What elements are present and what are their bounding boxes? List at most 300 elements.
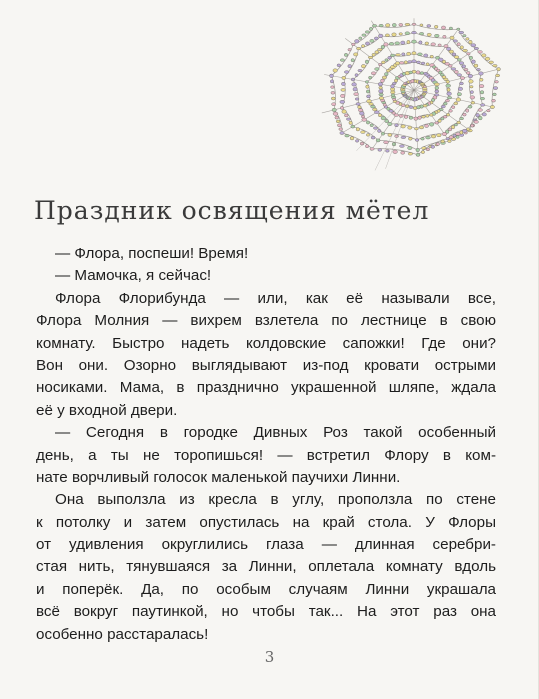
web-bead <box>469 80 474 84</box>
web-bead <box>360 112 365 115</box>
web-bead <box>332 108 336 111</box>
web-bead <box>350 137 354 140</box>
web-bead <box>365 42 369 45</box>
web-bead <box>441 118 444 120</box>
web-bead <box>493 93 497 96</box>
web-bead <box>426 136 431 139</box>
web-bead <box>429 123 434 127</box>
web-bead <box>452 53 456 56</box>
web-bead <box>482 54 486 57</box>
web-bead <box>448 140 452 143</box>
web-bead <box>400 145 405 148</box>
web-bead <box>391 94 395 97</box>
web-bead <box>468 105 472 108</box>
web-bead <box>365 31 369 33</box>
web-bead <box>391 85 395 89</box>
web-bead <box>457 121 461 124</box>
web-bead <box>421 151 424 154</box>
web-bead <box>358 69 362 71</box>
web-bead <box>463 49 468 52</box>
web-bead <box>456 136 459 139</box>
web-bead <box>470 96 475 99</box>
web-bead <box>374 111 379 114</box>
web-bead <box>454 56 459 59</box>
web-bead <box>441 26 445 29</box>
web-bead <box>362 118 367 121</box>
web-bead <box>379 86 383 89</box>
web-bead <box>359 37 362 40</box>
web-bead <box>379 24 383 27</box>
web-bead <box>435 83 440 86</box>
web-bead <box>480 97 484 100</box>
web-bead <box>366 134 369 137</box>
web-bead <box>456 133 461 136</box>
web-bead <box>385 34 389 37</box>
text-line: — Мамочка, я сейчас! <box>55 267 212 285</box>
web-bead <box>411 80 414 83</box>
web-bead <box>395 42 400 45</box>
web-bead <box>435 34 440 37</box>
web-bead <box>462 65 466 68</box>
web-bead <box>408 137 412 140</box>
web-bead <box>372 53 375 56</box>
web-bead <box>479 72 484 75</box>
web-bead <box>443 102 447 105</box>
web-bead <box>451 68 456 70</box>
web-bead <box>434 25 438 28</box>
web-bead <box>396 54 401 56</box>
web-bead <box>454 102 458 105</box>
web-bead <box>431 135 436 138</box>
text-line: к потолку и затем опустилась на край стола. У Флоры <box>36 513 496 531</box>
web-bead <box>401 151 405 154</box>
web-bead <box>386 150 390 153</box>
web-bead <box>393 150 398 154</box>
web-bead <box>427 33 431 36</box>
web-bead <box>427 25 431 28</box>
web-bead <box>474 120 478 123</box>
web-bead <box>339 128 343 131</box>
web-bead <box>378 114 381 117</box>
web-bead <box>412 31 417 34</box>
web-bead <box>378 48 383 50</box>
web-bead <box>405 32 410 35</box>
web-bead <box>331 91 335 94</box>
web-bead <box>366 121 369 124</box>
web-bead <box>454 124 457 126</box>
web-bead <box>351 59 354 62</box>
web-bead <box>416 153 420 156</box>
web-bead <box>337 64 341 67</box>
web-bead <box>447 88 450 91</box>
web-bead <box>460 77 464 80</box>
web-bead <box>376 139 380 142</box>
web-bead <box>447 92 452 95</box>
web-bead <box>392 33 396 36</box>
web-bead <box>369 27 372 30</box>
web-bead <box>492 99 496 102</box>
web-bead <box>370 124 373 127</box>
web-bead <box>457 28 460 30</box>
web-bead <box>421 138 425 141</box>
web-bead <box>401 41 405 44</box>
web-bead <box>392 82 396 85</box>
web-bead <box>408 146 412 149</box>
web-bead <box>370 148 374 151</box>
web-bead <box>402 53 405 56</box>
web-bead <box>389 42 394 45</box>
web-bead <box>356 128 360 131</box>
web-bead <box>379 63 382 66</box>
chapter-title: Праздник освящения мётел <box>34 196 430 225</box>
web-bead <box>435 122 439 124</box>
web-bead <box>482 113 486 116</box>
web-bead <box>365 81 368 84</box>
web-bead <box>366 90 369 93</box>
web-bead <box>365 60 369 64</box>
web-bead <box>371 72 376 75</box>
web-bead <box>412 52 416 55</box>
web-bead <box>388 133 392 136</box>
web-bead <box>466 109 469 112</box>
web-bead <box>426 115 429 118</box>
web-bead <box>353 87 357 91</box>
web-bead <box>442 132 447 135</box>
web-bead <box>446 80 450 83</box>
web-bead <box>449 50 454 53</box>
web-bead <box>337 124 341 127</box>
text-line: нате ворчливый голосок маленькой паучихи Линни. <box>36 468 401 486</box>
text-line: от удивления округлились глаза — длинная серебри- <box>36 536 496 554</box>
web-bead <box>476 68 480 70</box>
web-bead <box>384 73 388 76</box>
web-bead <box>379 34 383 38</box>
web-bead <box>390 54 395 57</box>
web-bead <box>413 107 417 110</box>
web-bead <box>457 43 460 46</box>
web-bead <box>333 69 337 72</box>
web-bead <box>425 42 429 45</box>
web-bead <box>447 97 452 99</box>
web-bead <box>412 23 416 25</box>
web-bead <box>452 106 455 109</box>
web-bead <box>414 117 418 120</box>
text-line: — Сегодня в городке Дивных Роз такой особенный <box>55 424 496 442</box>
web-bead <box>478 116 482 120</box>
web-bead <box>331 86 335 89</box>
web-bead <box>466 38 469 41</box>
web-bead <box>344 71 349 74</box>
text-line: Флора Молния — вихрем взлетела по лестнице в свою <box>36 312 496 330</box>
web-bead <box>382 76 386 79</box>
text-line: Вон они. Озорно выглядывают из-под кровати острыми <box>36 356 496 374</box>
web-bead <box>463 113 467 116</box>
web-bead <box>443 35 446 38</box>
web-bead <box>341 89 345 92</box>
web-bead <box>438 44 441 47</box>
web-bead <box>419 32 423 35</box>
web-bead <box>493 87 497 90</box>
web-bead <box>497 68 501 71</box>
web-bead <box>407 40 410 44</box>
web-bead <box>395 135 399 138</box>
web-bead <box>467 53 471 55</box>
web-bead <box>460 46 463 49</box>
web-bead <box>394 79 397 82</box>
web-bead <box>368 56 373 58</box>
web-bead <box>409 71 413 74</box>
web-bead <box>332 103 336 106</box>
web-bead <box>365 145 368 148</box>
web-bead <box>335 116 339 119</box>
text-line: всё вокруг паутинкой, но чтобы так... На этот раз она <box>36 603 496 621</box>
web-bead <box>355 98 359 100</box>
web-bead <box>469 56 473 59</box>
web-bead <box>340 132 344 135</box>
web-bead <box>417 61 421 64</box>
chapter-text <box>36 243 496 646</box>
web-bead <box>431 43 436 46</box>
web-bead <box>367 95 371 98</box>
web-bead <box>401 136 406 138</box>
web-bead <box>469 40 473 44</box>
web-bead <box>457 74 461 77</box>
web-bead <box>449 27 452 30</box>
web-bead <box>495 81 499 84</box>
web-bead <box>448 128 451 131</box>
text-line: комнату. Быстро надеть колдовские сапожки! Где они? <box>36 334 496 352</box>
web-bead <box>409 106 413 109</box>
web-bead <box>422 116 426 119</box>
web-bead <box>405 23 410 25</box>
text-line: — Флора, поспеши! Время! <box>55 245 249 262</box>
web-bead <box>419 41 422 44</box>
web-bead <box>456 98 460 102</box>
web-bead <box>471 101 475 104</box>
web-bead <box>344 53 347 56</box>
web-bead <box>487 110 491 112</box>
web-bead <box>375 51 379 54</box>
web-bead <box>381 132 384 135</box>
web-bead <box>446 84 451 87</box>
web-bead <box>346 118 350 120</box>
web-bead <box>348 65 352 68</box>
web-bead <box>371 105 376 108</box>
web-bead <box>379 93 383 96</box>
web-bead <box>457 93 461 96</box>
web-bead <box>375 68 379 71</box>
web-bead <box>478 51 483 54</box>
web-bead <box>384 141 389 144</box>
spider-web-illustration <box>316 18 516 176</box>
web-bead <box>372 25 377 28</box>
web-bead <box>399 23 403 26</box>
web-bead <box>470 86 473 88</box>
web-bead <box>450 36 454 39</box>
web-bead <box>378 83 382 86</box>
web-bead <box>340 100 345 103</box>
web-bead <box>373 108 377 111</box>
web-bead <box>355 74 358 77</box>
web-bead <box>379 97 383 100</box>
web-bead <box>421 62 425 65</box>
web-bead <box>412 40 417 43</box>
text-line: день, а ты не торопишься! — встретил Флору в ком- <box>36 446 496 464</box>
text-line: её у входной двери. <box>36 401 178 419</box>
web-bead <box>351 78 355 81</box>
web-bead <box>408 153 412 156</box>
web-bead <box>330 74 334 78</box>
web-bead <box>391 91 395 94</box>
web-bead <box>378 129 381 132</box>
web-bead <box>381 61 385 64</box>
web-bead <box>479 85 484 88</box>
web-bead <box>336 120 340 123</box>
web-bead <box>407 52 411 55</box>
web-bead <box>449 64 453 67</box>
web-bead <box>446 138 450 140</box>
web-bead <box>437 134 441 137</box>
web-bead <box>470 91 473 94</box>
web-bead <box>361 115 364 118</box>
web-bead <box>354 93 359 96</box>
web-bead <box>471 60 475 64</box>
web-bead <box>435 90 439 93</box>
page-number: 3 <box>264 648 275 666</box>
web-bead <box>399 33 403 35</box>
web-bead <box>455 70 459 73</box>
web-bead <box>378 149 382 152</box>
web-bead <box>333 112 338 116</box>
web-bead <box>395 62 399 65</box>
web-bead <box>356 103 360 106</box>
web-bead <box>374 37 378 40</box>
web-bead <box>471 124 474 127</box>
web-bead <box>426 148 430 151</box>
web-bead <box>480 78 484 81</box>
web-bead <box>426 63 429 66</box>
web-bead <box>490 105 494 108</box>
web-bead <box>449 110 453 113</box>
web-bead <box>418 116 422 119</box>
web-bead <box>361 65 365 68</box>
web-bead <box>381 79 385 82</box>
web-bead <box>441 105 445 108</box>
web-bead <box>330 80 333 83</box>
web-bead <box>453 40 457 42</box>
web-bead <box>493 65 497 67</box>
web-bead <box>388 56 392 59</box>
web-bead <box>424 54 428 57</box>
web-bead <box>409 116 413 119</box>
web-bead <box>496 74 500 77</box>
web-bead <box>468 74 472 78</box>
web-bead <box>464 68 468 71</box>
web-bead <box>357 47 361 50</box>
web-bead <box>370 39 374 42</box>
web-bead <box>460 117 464 120</box>
web-bead <box>459 31 464 34</box>
web-bead <box>444 45 448 48</box>
text-line: и поперёк. Да, по особым случаям Линни украшала <box>36 580 496 598</box>
web-bead <box>331 97 335 100</box>
web-bead <box>415 139 419 142</box>
web-bead <box>340 59 344 62</box>
web-bead <box>341 82 345 85</box>
web-bead <box>355 40 359 44</box>
web-bead <box>459 62 464 65</box>
web-bead <box>399 62 404 65</box>
web-bead <box>489 61 494 64</box>
web-bead <box>446 113 449 116</box>
web-bead <box>340 106 343 109</box>
web-bead <box>459 82 463 85</box>
web-bead <box>351 125 355 128</box>
web-bead <box>345 134 349 137</box>
web-bead <box>361 45 364 48</box>
web-bead <box>471 44 476 47</box>
web-bead <box>474 64 478 67</box>
web-bead <box>441 140 445 143</box>
text-line: Она выползла из кресла в углу, проползла по стене <box>55 491 496 509</box>
web-bead <box>385 59 388 62</box>
web-bead <box>358 109 362 112</box>
web-bead <box>381 116 385 120</box>
web-bead <box>379 89 383 93</box>
web-bead <box>362 34 366 36</box>
web-bead <box>348 48 351 51</box>
web-bead <box>445 100 449 102</box>
web-bead <box>481 104 485 107</box>
web-bead <box>474 47 478 49</box>
web-bead <box>392 23 396 26</box>
web-bead <box>385 119 389 122</box>
web-bead <box>358 106 362 109</box>
web-bead <box>418 53 423 56</box>
web-bead <box>453 134 456 137</box>
web-bead <box>369 76 372 79</box>
web-bead <box>408 126 412 129</box>
web-bead <box>354 53 358 56</box>
web-bead <box>412 60 417 63</box>
web-bead <box>344 114 348 117</box>
web-bead <box>349 121 352 124</box>
web-bead <box>367 100 372 103</box>
web-bead <box>443 116 447 119</box>
text-line: стая нить, тянувшаяся за Линни, оплетала комнату вдоль <box>36 558 496 576</box>
web-bead <box>416 71 420 74</box>
web-bead <box>352 43 356 46</box>
web-bead <box>436 143 440 146</box>
text-line: Флора Флорибунда — или, как её называли все, <box>55 289 496 307</box>
web-bead <box>430 55 433 58</box>
text-line: особенно расстаралась! <box>36 625 209 643</box>
web-bead <box>485 57 490 60</box>
web-bead <box>420 72 424 75</box>
web-bead <box>429 114 433 116</box>
web-bead <box>342 76 346 79</box>
web-bead <box>355 140 358 143</box>
web-bead <box>420 24 423 26</box>
web-bead <box>416 148 420 152</box>
web-bead <box>480 91 484 94</box>
web-bead <box>401 125 405 128</box>
web-bead <box>435 86 439 89</box>
web-bead <box>352 83 357 86</box>
web-bead <box>457 59 461 62</box>
web-bead <box>478 109 482 112</box>
web-bead <box>431 145 435 148</box>
